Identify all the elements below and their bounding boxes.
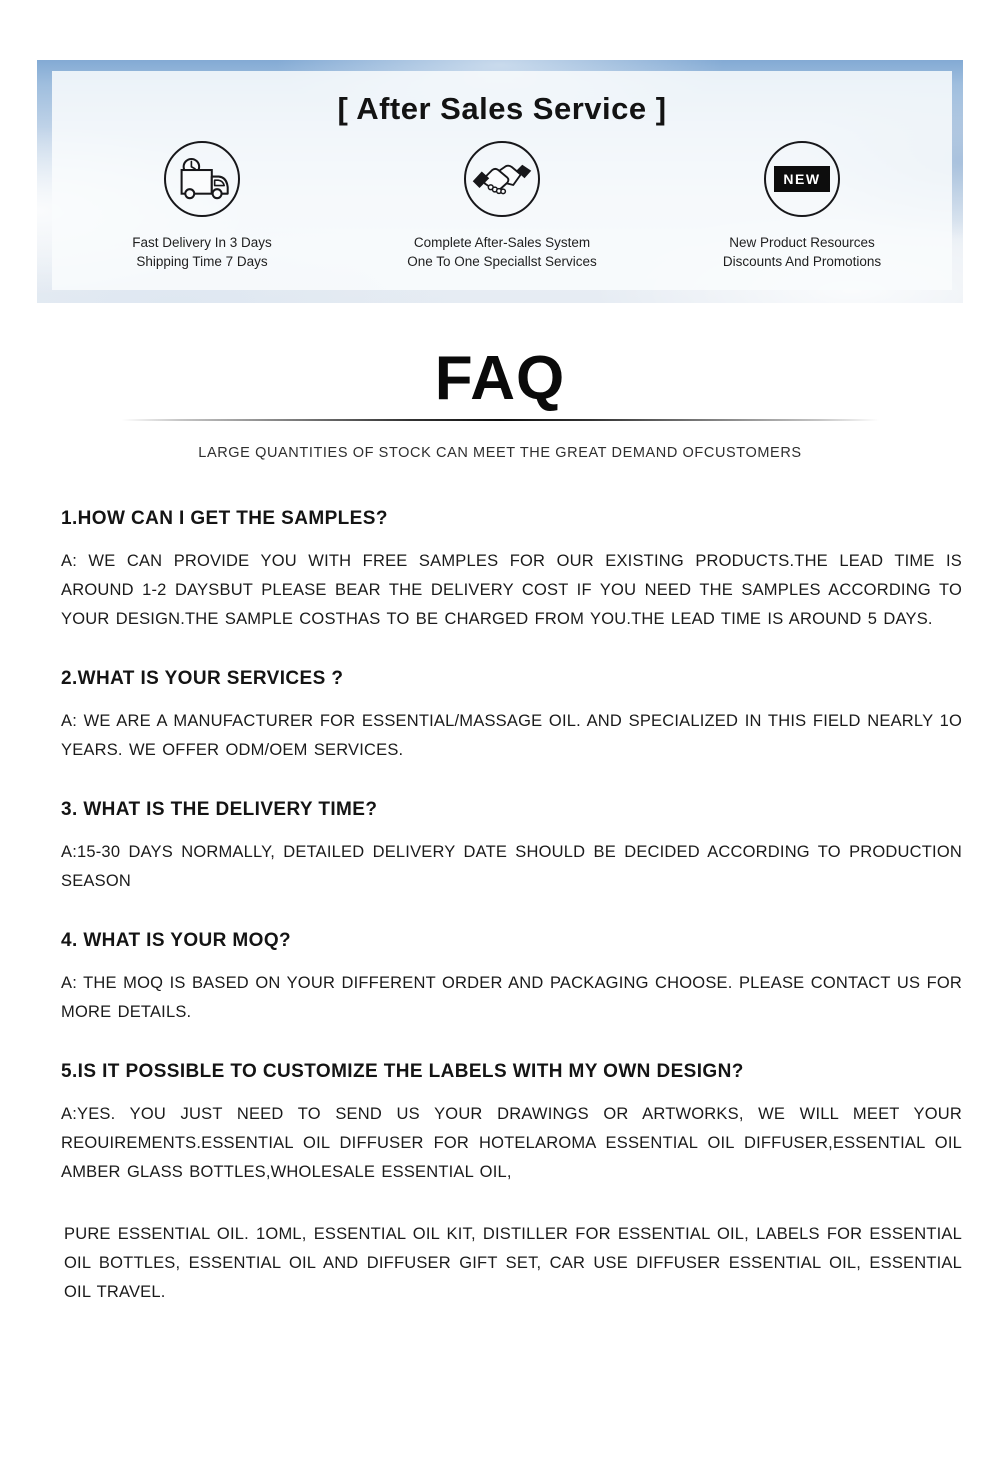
faq-title: FAQ bbox=[434, 344, 566, 413]
feature-caption bbox=[52, 233, 352, 271]
feature-caption-line1: Complete After-Sales System bbox=[413, 235, 591, 250]
feature-caption-line1: Fast Delivery In 3 Days bbox=[132, 235, 272, 250]
feature-caption bbox=[352, 233, 652, 271]
truck-clock-icon bbox=[164, 141, 240, 217]
faq-answer: A:15-30 DAYS NORMALLY, DETAILED DELIVERY DATE SHOULD BE DECIDED ACCORDING TO PRODUCTION SEASON bbox=[61, 843, 962, 890]
new-badge-label: NEW bbox=[774, 166, 829, 192]
faq-item bbox=[61, 1060, 962, 1187]
feature-caption bbox=[652, 233, 952, 271]
faq-question: 2.WHAT IS YOUR SERVICES ? bbox=[61, 668, 344, 689]
faq-question: 1.HOW CAN I GET THE SAMPLES? bbox=[61, 508, 388, 529]
faq-subtitle: LARGE QUANTITIES OF STOCK CAN MEET THE GREAT DEMAND OFCUSTOMERS bbox=[198, 445, 802, 461]
handshake-icon bbox=[464, 141, 540, 217]
faq-question: 4. WHAT IS YOUR MOQ? bbox=[61, 930, 292, 951]
faq-footer-paragraph: PURE ESSENTIAL OIL. 1OML, ESSENTIAL OIL KIT, DISTILLER FOR ESSENTIAL OIL, LABELS FOR ESSENTIAL OIL BOTTLES, ESSENTIAL OIL AND DIFFUSER GIFT SET, CAR USE DIFFUSER ESSENTIAL OIL, ESSENTIAL OIL TRAVEL. bbox=[64, 1225, 962, 1301]
faq-item bbox=[61, 798, 962, 896]
faq-list bbox=[61, 507, 962, 1307]
faq-item bbox=[61, 507, 962, 634]
feature-after-sales-system bbox=[352, 141, 652, 271]
faq-answer: A:YES. YOU JUST NEED TO SEND US YOUR DRAWINGS OR ARTWORKS, WE WILL MEET YOUR REOUIREMENTS.ESSENTIAL OIL DIFFUSER FOR HOTELAROMA ESSENTIAL OIL DIFFUSER,ESSENTIAL OIL AMBER GLASS BOTTLES,WHOLESALE ESSENTIAL OIL, bbox=[61, 1105, 962, 1181]
faq-answer: A: THE MOQ IS BASED ON YOUR DIFFERENT ORDER AND PACKAGING CHOOSE. PLEASE CONTACT US FOR MORE DETAILS. bbox=[61, 974, 962, 1021]
faq-answer: A: WE ARE A MANUFACTURER FOR ESSENTIAL/MASSAGE OIL. AND SPECIALIZED IN THIS FIELD NEARLY 1O YEARS. WE OFFER ODM/OEM SERVICES. bbox=[61, 712, 962, 759]
after-sales-panel bbox=[52, 71, 952, 290]
banner-title: [ After Sales Service ] bbox=[337, 91, 667, 126]
faq-item bbox=[61, 667, 962, 765]
feature-fast-delivery bbox=[52, 141, 352, 271]
faq-answer: A: WE CAN PROVIDE YOU WITH FREE SAMPLES FOR OUR EXISTING PRODUCTS.THE LEAD TIME IS AROUND 1-2 DAYSBUT PLEASE BEAR THE DELIVERY COST IF YOU NEED THE SAMPLES ACCORDING TO YOUR DESIGN.THE SAMPLE COSTHAS TO BE CHARGED FROM YOU.THE LEAD TIME IS AROUND 5 DAYS. bbox=[61, 552, 962, 628]
feature-caption-line2: One To One Speciallst Services bbox=[407, 254, 597, 269]
faq-item bbox=[61, 929, 962, 1027]
new-badge-icon bbox=[764, 141, 840, 217]
feature-new-products bbox=[652, 141, 952, 271]
feature-caption-line2: Discounts And Promotions bbox=[722, 254, 882, 269]
faq-question: 5.IS IT POSSIBLE TO CUSTOMIZE THE LABELS WITH MY OWN DESIGN? bbox=[61, 1061, 744, 1082]
faq-question: 3. WHAT IS THE DELIVERY TIME? bbox=[61, 799, 378, 820]
feature-caption-line1: New Product Resources bbox=[729, 235, 875, 250]
after-sales-banner bbox=[37, 60, 963, 303]
faq-divider bbox=[121, 419, 879, 421]
feature-caption-line2: Shipping Time 7 Days bbox=[136, 254, 268, 269]
feature-row bbox=[52, 141, 952, 271]
